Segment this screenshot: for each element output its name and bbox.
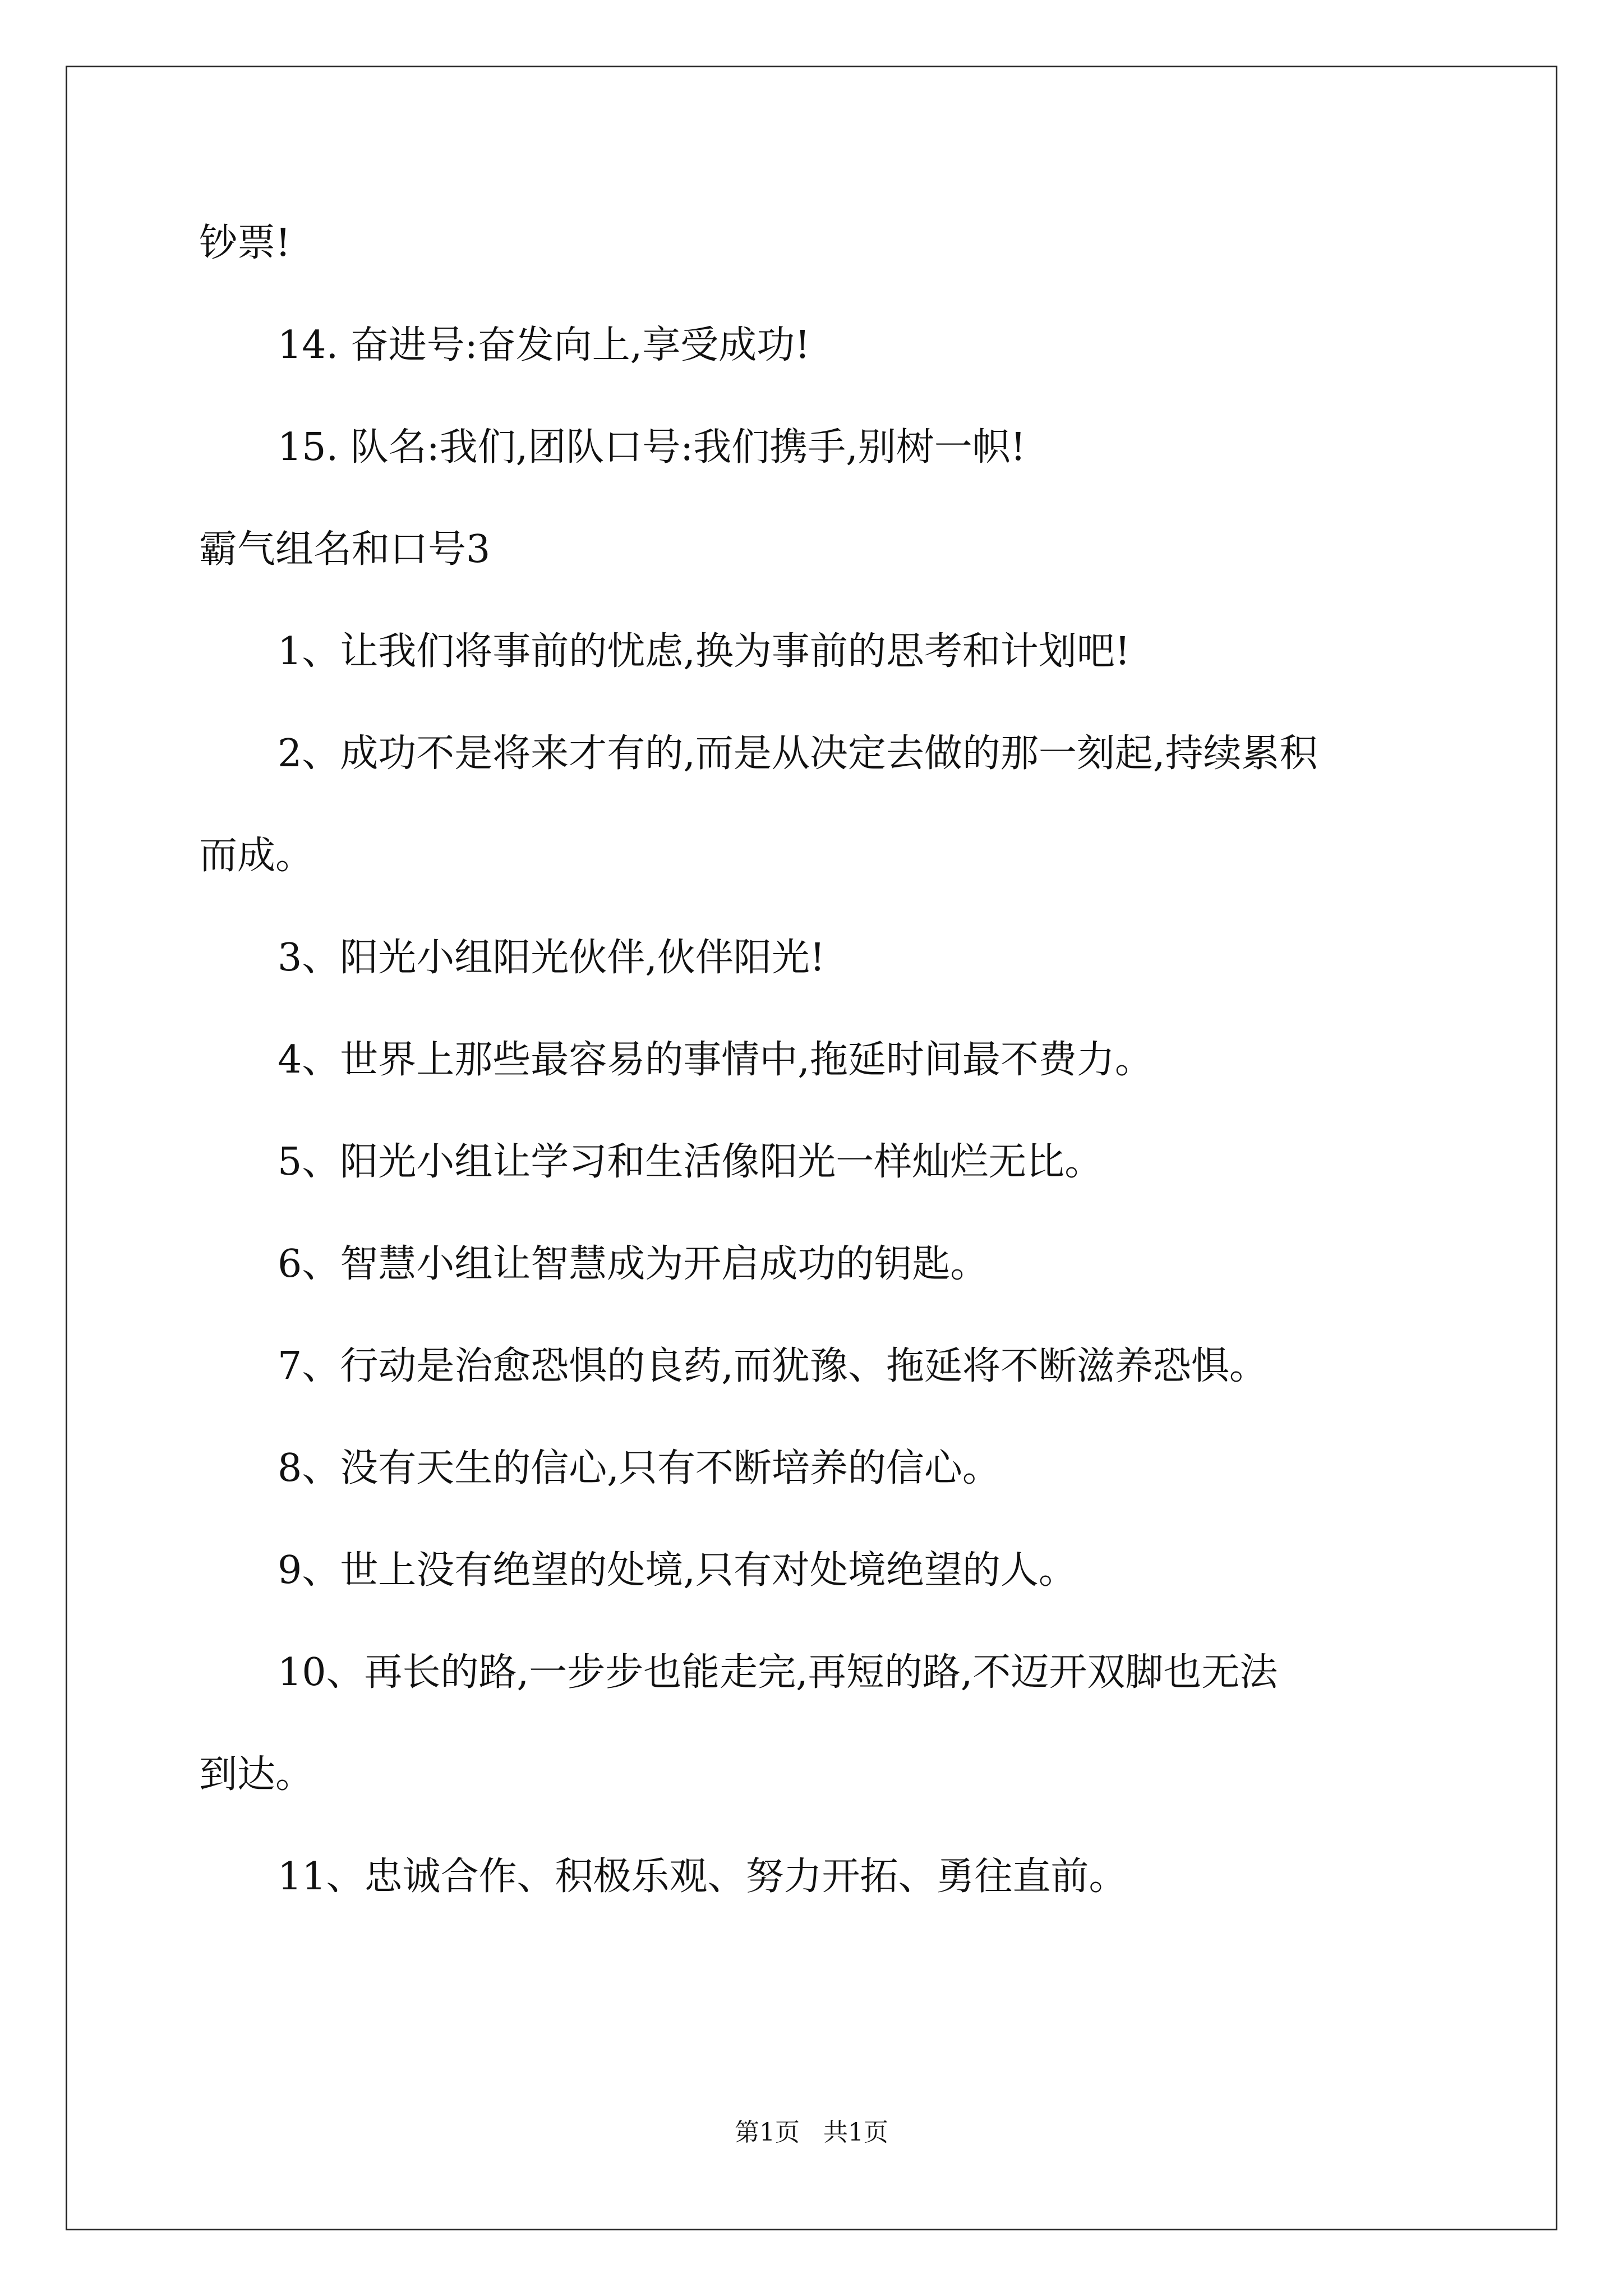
slogan-item-14: 14. 奋进号:奋发向上,享受成功! [278,323,810,367]
slogan-item-1: 1、让我们将事前的忧虑,换为事前的思考和计划吧! [278,629,1131,674]
slogan-item-8: 8、没有天生的信心,只有不断培养的信心。 [278,1446,1000,1490]
page-footer: 第1页 共1页 [735,2118,888,2147]
text-line-continuation: 钞票! [199,221,291,265]
slogan-item-6: 6、智慧小组让智慧成为开启成功的钥匙。 [278,1242,989,1286]
slogan-item-4: 4、世界上那些最容易的事情中,拖延时间最不费力。 [278,1038,1153,1082]
slogan-item-3: 3、阳光小组阳光伙伴,伙伴阳光! [278,936,826,980]
slogan-item-15: 15. 队名:我们,团队口号:我们携手,别树一帜! [278,425,1026,470]
section-heading: 霸气组名和口号3 [199,527,491,572]
slogan-item-5: 5、阳光小组让学习和生活像阳光一样灿烂无比。 [278,1140,1103,1184]
slogan-item-10: 10、再长的路,一步步也能走完,再短的路,不迈开双脚也无法 [278,1650,1278,1695]
slogan-item-2: 2、成功不是将来才有的,而是从决定去做的那一刻起,持续累积 [278,731,1318,776]
slogan-item-9: 9、世上没有绝望的处境,只有对处境绝望的人。 [278,1548,1077,1593]
slogan-item-10-continuation: 到达。 [199,1752,314,1797]
slogan-item-11: 11、忠诚合作、积极乐观、努力开拓、勇往直前。 [278,1855,1127,1899]
slogan-item-7: 7、行动是治愈恐惧的良药,而犹豫、拖延将不断滋养恐惧。 [278,1344,1267,1388]
slogan-item-2-continuation: 而成。 [199,834,314,878]
